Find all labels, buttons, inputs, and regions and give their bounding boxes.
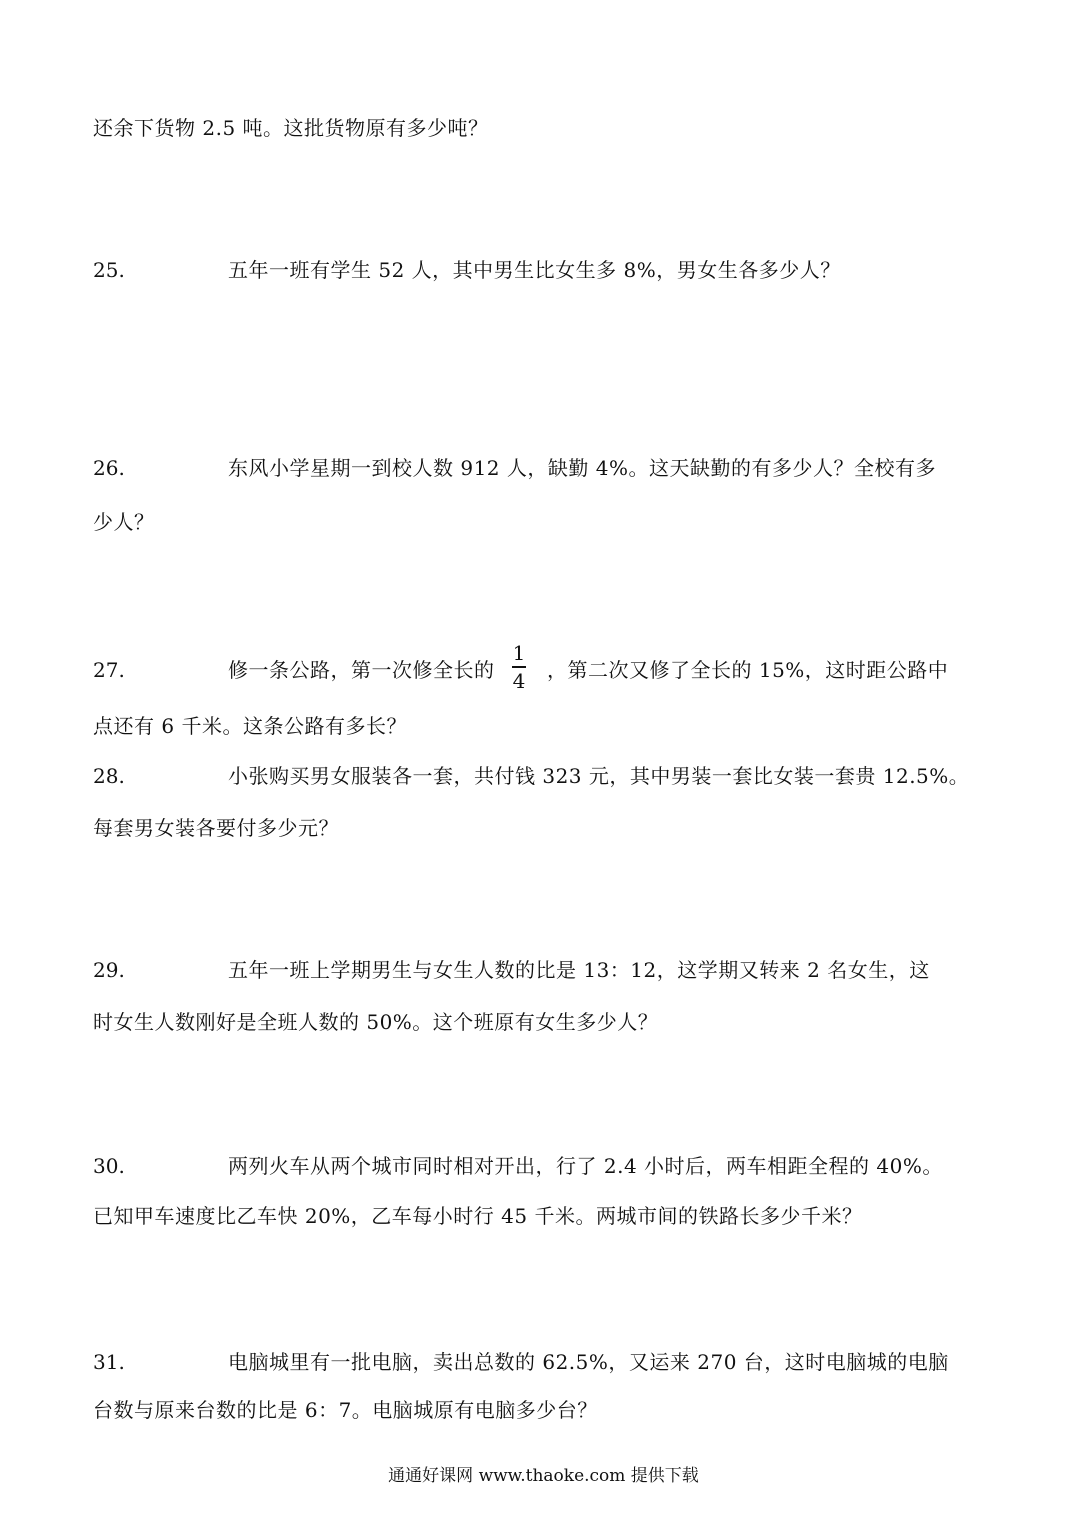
problem-30-number: 30. [93, 1154, 125, 1178]
problem-26-line-1: 东风小学星期一到校人数 912 人，缺勤 4%。这天缺勤的有多少人？全校有多 [228, 456, 936, 480]
page-footer: 通通好课网 www.thaoke.com 提供下载 [388, 1466, 699, 1486]
intro-line: 还余下货物 2.5 吨。这批货物原有多少吨？ [93, 116, 489, 140]
problem-28-line-1: 小张购买男女服装各一套，共付钱 323 元，其中男装一套比女装一套贵 12.5%。 [228, 764, 970, 788]
problem-27-line-1a: 修一条公路，第一次修全长的 [228, 658, 495, 682]
fraction-numerator: 1 [512, 641, 526, 665]
problem-28-line-2: 每套男女装各要付多少元？ [93, 816, 339, 840]
problem-31-line-1: 电脑城里有一批电脑，卖出总数的 62.5%，又运来 270 台，这时电脑城的电脑 [228, 1350, 949, 1374]
problem-31-number: 31. [93, 1350, 125, 1374]
fraction-denominator: 4 [512, 669, 526, 693]
problem-27-number: 27. [93, 658, 125, 682]
problem-29-number: 29. [93, 958, 125, 982]
fraction-bar [512, 666, 526, 668]
problem-28-number: 28. [93, 764, 125, 788]
problem-26-number: 26. [93, 456, 125, 480]
problem-26-line-2: 少人？ [93, 510, 155, 534]
problem-25-number: 25. [93, 258, 125, 282]
problem-30-line-1: 两列火车从两个城市同时相对开出，行了 2.4 小时后，两车相距全程的 40%。 [228, 1154, 943, 1178]
problem-30-line-2: 已知甲车速度比乙车快 20%，乙车每小时行 45 千米。两城市间的铁路长多少千米？ [93, 1204, 863, 1228]
problem-27-line-2: 点还有 6 千米。这条公路有多长？ [93, 714, 407, 738]
problem-31-line-2: 台数与原来台数的比是 6：7。电脑城原有电脑多少台？ [93, 1398, 598, 1422]
problem-29-line-1: 五年一班上学期男生与女生人数的比是 13：12，这学期又转来 2 名女生，这 [228, 958, 930, 982]
problem-29-line-2: 时女生人数刚好是全班人数的 50%。这个班原有女生多少人？ [93, 1010, 659, 1034]
problem-25-line-1: 五年一班有学生 52 人，其中男生比女生多 8%，男女生各多少人？ [228, 258, 841, 282]
problem-27-line-1b: ，第二次又修了全长的 15%，这时距公路中 [547, 658, 949, 682]
fraction-one-quarter [512, 642, 526, 692]
